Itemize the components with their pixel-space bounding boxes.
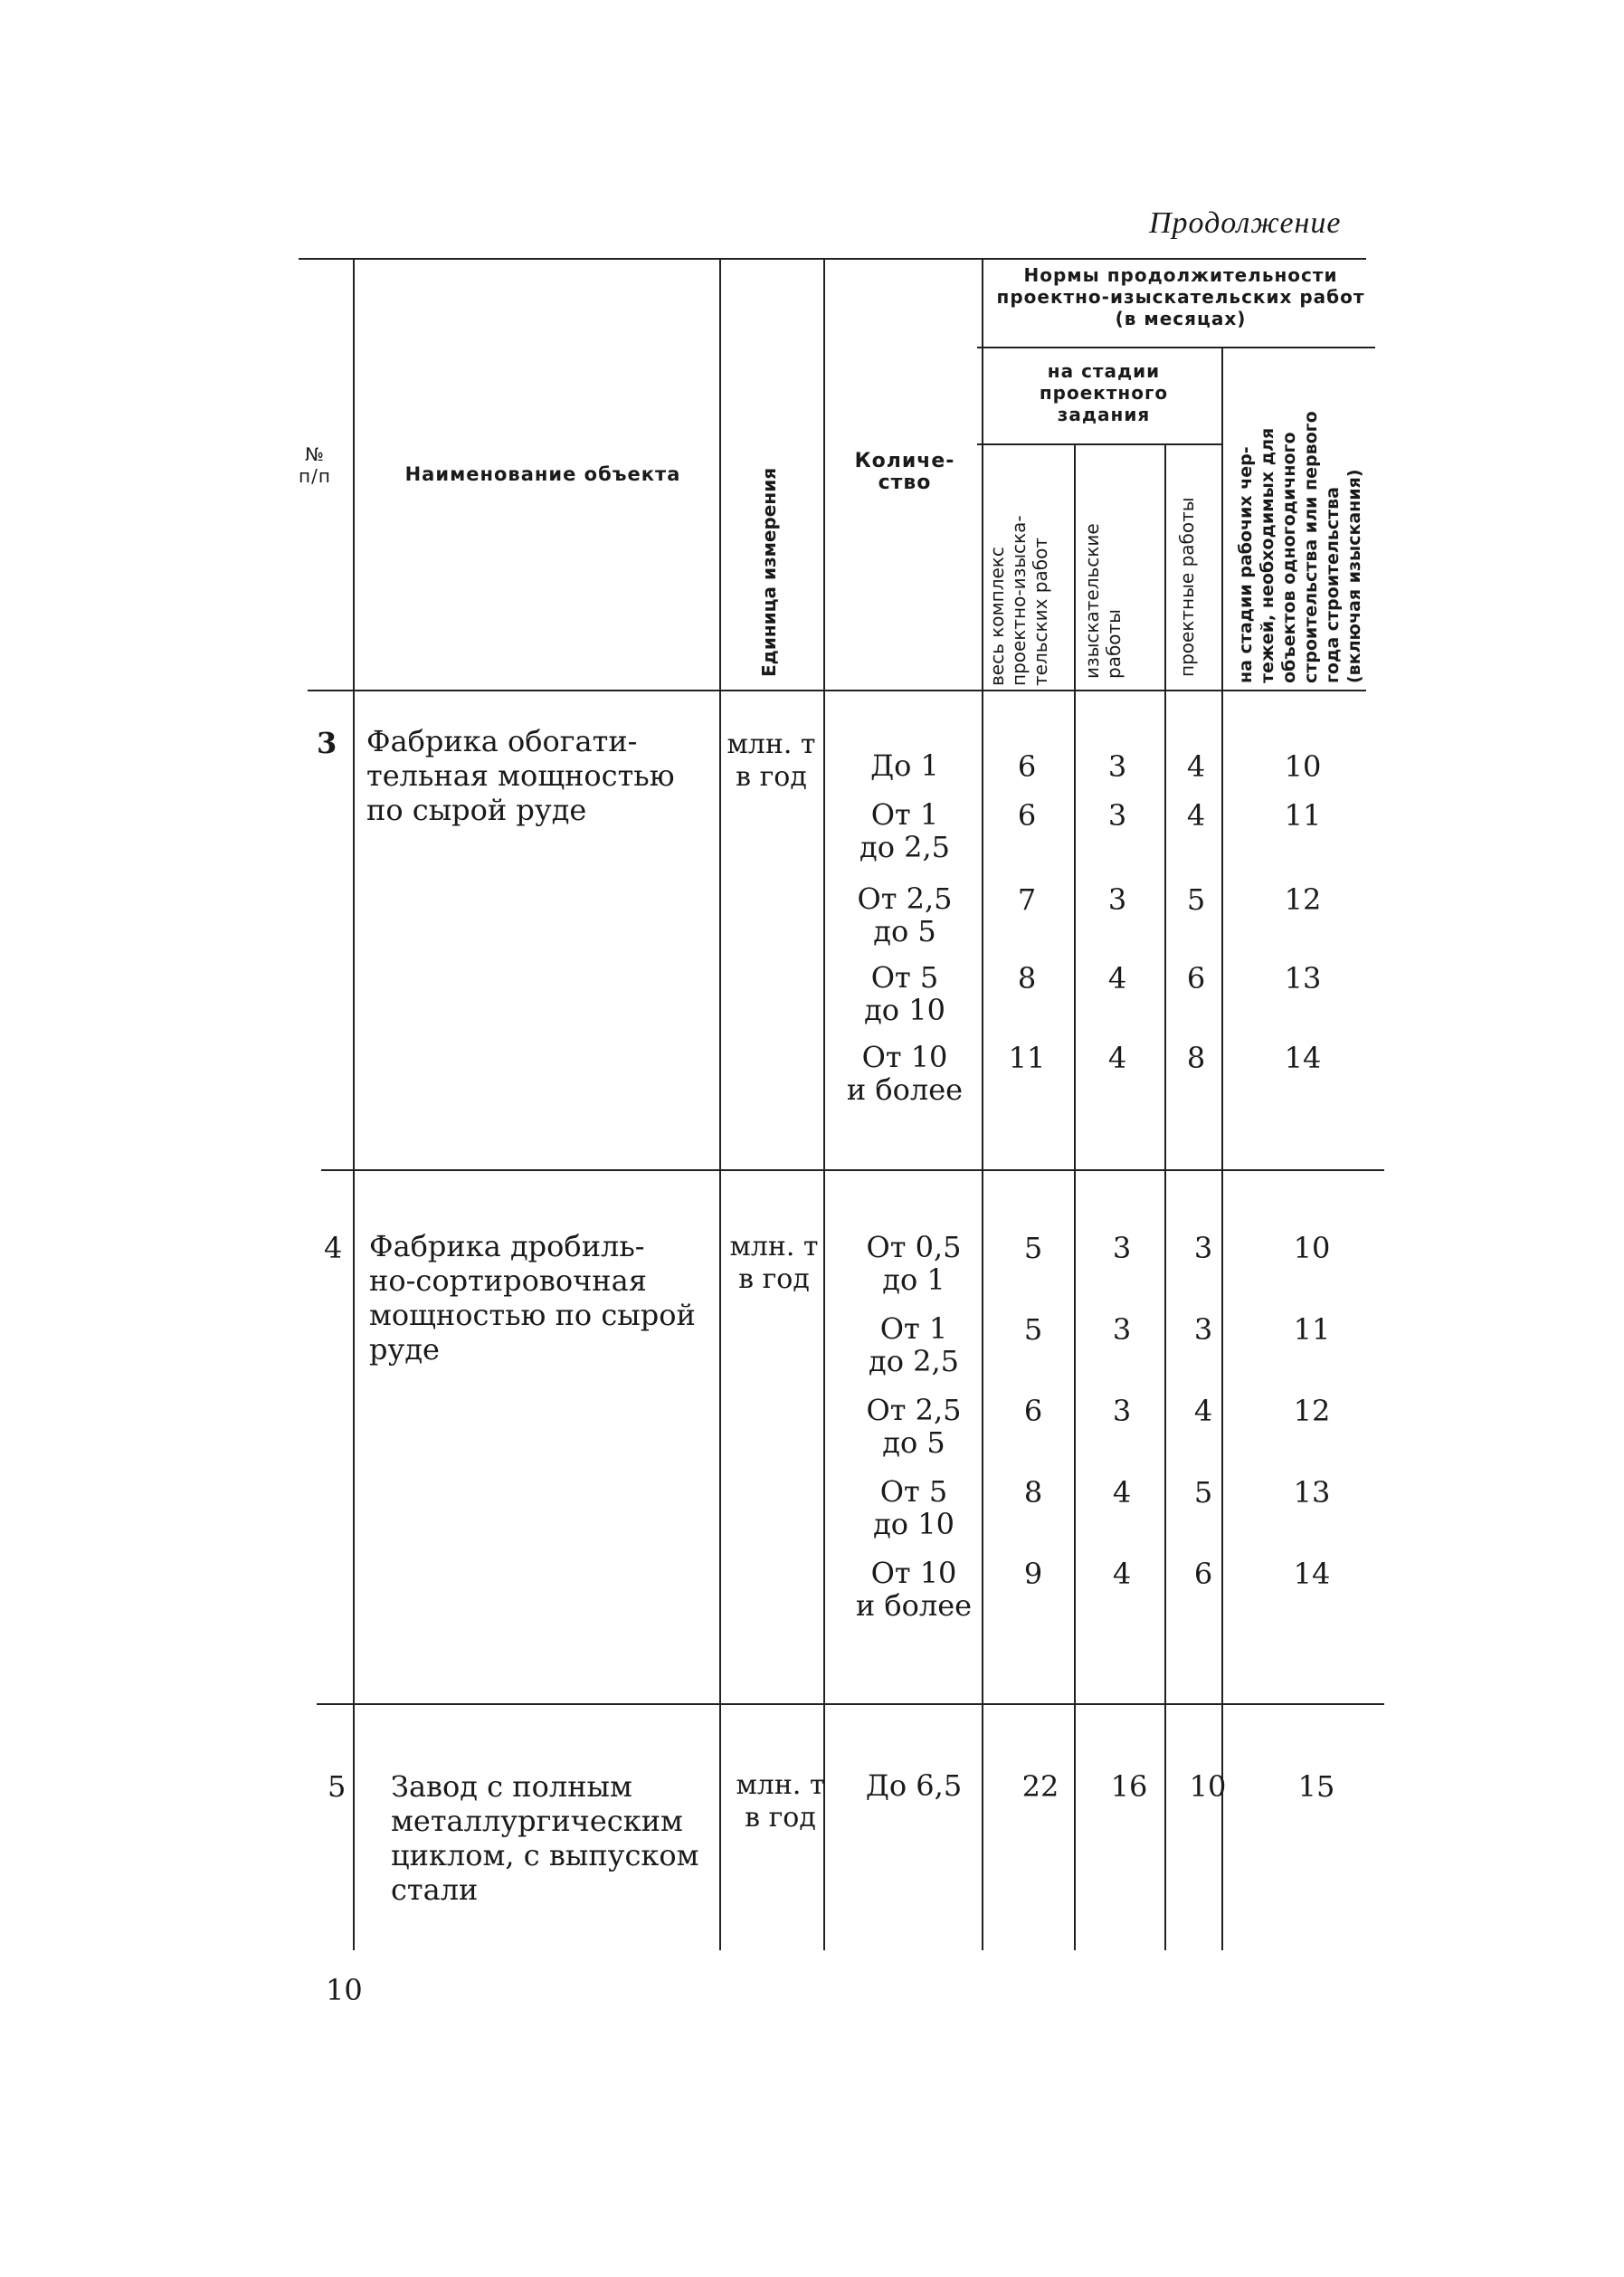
quantity: От 2,5 до 5 xyxy=(866,1393,962,1460)
value-total: 5 xyxy=(1023,1312,1043,1347)
value-design: 4 xyxy=(1193,1394,1213,1428)
col-rule-name xyxy=(719,258,721,1950)
value-design: 3 xyxy=(1193,1231,1213,1265)
value-total: 6 xyxy=(1023,1394,1043,1428)
value-total: 8 xyxy=(1017,961,1037,996)
col-rule-quantity xyxy=(982,258,983,1950)
quantity: От 5 до 10 xyxy=(864,960,945,1027)
quantity: От 2,5 до 5 xyxy=(857,881,953,948)
quantity: От 10 и более xyxy=(846,1040,964,1107)
quantity: От 1 до 2,5 xyxy=(859,797,951,864)
header-project-stage: на стадии проектного задания xyxy=(1039,360,1169,425)
value-total: 5 xyxy=(1023,1231,1043,1265)
value-total: 6 xyxy=(1017,798,1037,833)
value-design: 5 xyxy=(1193,1475,1213,1510)
value-survey: 3 xyxy=(1112,1231,1132,1265)
value-survey: 3 xyxy=(1107,798,1127,833)
value-survey: 4 xyxy=(1112,1475,1132,1510)
quantity: До 6,5 xyxy=(865,1768,963,1803)
value-design: 4 xyxy=(1186,798,1206,833)
object-name: Фабрика обогати- тельная мощностью по сырой руде xyxy=(366,724,675,827)
row-divider-4-5 xyxy=(317,1703,1384,1705)
value-working: 13 xyxy=(1284,961,1322,996)
value-total: 11 xyxy=(1008,1041,1046,1075)
header-unit: Единица измерения xyxy=(758,467,780,677)
value-total: 9 xyxy=(1023,1557,1043,1591)
value-survey: 4 xyxy=(1112,1557,1132,1591)
value-working: 10 xyxy=(1284,749,1322,784)
value-survey: 4 xyxy=(1107,961,1127,996)
value-design: 4 xyxy=(1186,749,1206,784)
value-working: 12 xyxy=(1284,882,1322,917)
value-total: 7 xyxy=(1017,882,1037,917)
row-number: 3 xyxy=(317,726,337,760)
row-number: 5 xyxy=(328,1769,347,1804)
row-number: 4 xyxy=(324,1231,343,1265)
row-divider-3-4 xyxy=(321,1169,1384,1171)
value-working: 14 xyxy=(1284,1041,1322,1075)
value-design: 5 xyxy=(1186,882,1206,917)
col-rule-total xyxy=(1074,443,1076,1950)
value-survey: 16 xyxy=(1110,1769,1148,1804)
value-working: 11 xyxy=(1293,1312,1331,1347)
value-design: 10 xyxy=(1189,1769,1227,1804)
col-rule-unit xyxy=(823,258,825,1950)
value-survey: 4 xyxy=(1107,1041,1127,1075)
value-survey: 3 xyxy=(1112,1312,1132,1347)
value-working: 13 xyxy=(1293,1475,1331,1510)
value-design: 8 xyxy=(1186,1041,1206,1075)
unit-value: млн. т в год xyxy=(727,729,816,793)
quantity: От 10 и более xyxy=(855,1556,973,1623)
value-design: 3 xyxy=(1193,1312,1213,1347)
value-total: 22 xyxy=(1021,1769,1059,1804)
table-top-rule xyxy=(299,258,1366,260)
value-design: 6 xyxy=(1186,961,1206,996)
header-quantity: Количе- ство xyxy=(854,450,955,494)
value-working: 14 xyxy=(1293,1557,1331,1591)
value-working: 10 xyxy=(1293,1231,1331,1265)
page-number: 10 xyxy=(326,1973,363,2007)
header-survey: изыскательские работы xyxy=(1081,523,1125,679)
col-rule-design xyxy=(1221,347,1223,1950)
value-working: 15 xyxy=(1297,1769,1335,1804)
quantity: До 1 xyxy=(870,748,939,783)
quantity: От 5 до 10 xyxy=(873,1474,954,1541)
quantity: От 0,5 до 1 xyxy=(866,1230,962,1297)
header-number: № п/п xyxy=(299,443,331,487)
value-total: 8 xyxy=(1023,1475,1043,1510)
unit-value: млн. т в год xyxy=(729,1231,819,1295)
col-rule-survey xyxy=(1164,443,1166,1950)
quantity: От 1 до 2,5 xyxy=(868,1311,960,1378)
value-design: 6 xyxy=(1193,1557,1213,1591)
object-name: Завод с полным металлургическим циклом, с выпуском стали xyxy=(391,1769,699,1907)
continuation-label: Продолжение xyxy=(1149,206,1342,240)
unit-value: млн. т в год xyxy=(736,1769,825,1834)
header-working: на стадии рабочих чер- тежей, необходимых для объектов одногодичного строительства или первого года строительства (включая изыскания) xyxy=(1236,411,1364,683)
project-stage-rule xyxy=(977,443,1221,445)
header-norms-group: Нормы продолжительности проектно-изыскательских работ (в месяцах) xyxy=(996,264,1365,329)
header-design: проектные работы xyxy=(1176,497,1198,677)
col-rule-number xyxy=(353,258,355,1950)
object-name: Фабрика дробиль- но-сортировочная мощностью по сырой руде xyxy=(369,1229,696,1367)
value-survey: 3 xyxy=(1107,882,1127,917)
value-working: 12 xyxy=(1293,1394,1331,1428)
header-object-name: Наименование объекта xyxy=(404,463,681,485)
value-total: 6 xyxy=(1017,749,1037,784)
header-total: весь комплекс проектно-изыска- тельских работ xyxy=(986,515,1051,686)
value-working: 11 xyxy=(1284,798,1322,833)
norms-group-rule xyxy=(977,347,1375,348)
value-survey: 3 xyxy=(1112,1394,1132,1428)
value-survey: 3 xyxy=(1107,749,1127,784)
header-bottom-rule xyxy=(308,690,1366,691)
